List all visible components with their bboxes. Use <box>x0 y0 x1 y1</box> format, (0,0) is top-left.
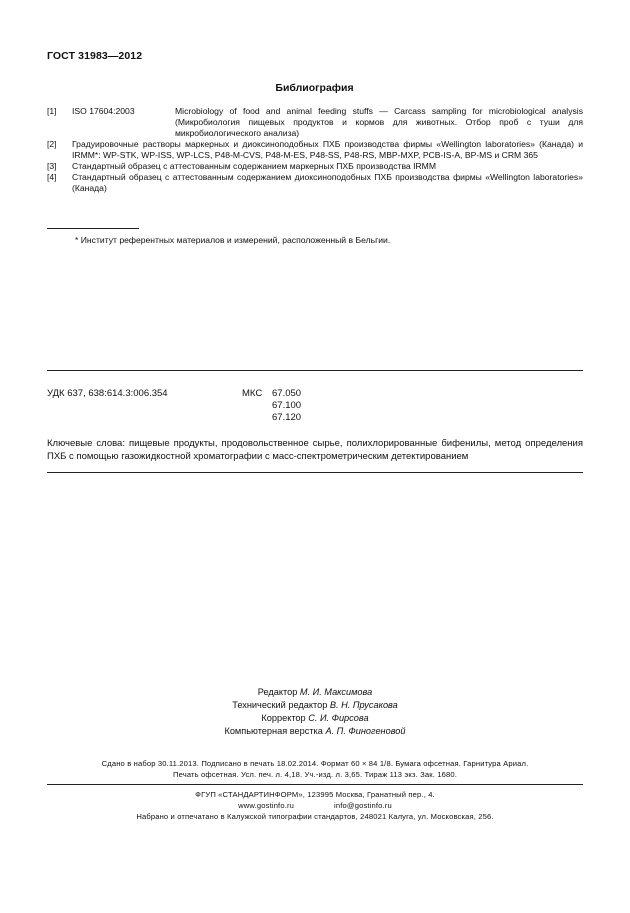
mks-code: 67.050 <box>272 388 302 399</box>
mks-codes <box>272 388 301 424</box>
bibliography-item-number: [3] <box>47 161 57 171</box>
bibliography-title: Библиография <box>275 82 354 94</box>
publisher-line: Набрано и отпечатано в Калужской типографии стандартов, 248021 Калуга, ул. Московская, 256. <box>136 812 494 821</box>
publisher-contacts <box>47 800 583 811</box>
bibliography-item <box>47 172 583 194</box>
staff-line <box>150 686 480 699</box>
staff-role: Корректор <box>261 713 306 723</box>
udk-code: УДК 637, 638:614.3:006.354 <box>47 388 168 399</box>
bibliography-item-number: [1] <box>47 106 57 116</box>
staff-line <box>150 725 480 738</box>
footnote: * Институт референтных материалов и измерений, расположенный в Бельгии. <box>75 235 391 245</box>
bibliography-item-text: Градуировочные растворы маркерных и диоксиноподобных ПХБ производства фирмы «Wellington laboratories» (Канада) и IRMM*: WP-STK, WP-ISS, WP-LCS, P48-M-CVS, P48-M-ES, P48-SS, P48-RS, MBP-MXP, PCB-IS-A, BP-MS и CRM 365 <box>72 139 583 160</box>
keywords: Ключевые слова: пищевые продукты, продовольственное сырье, полихлорированные бифенилы, метод определения ПХБ с помощью газожидкостной хроматографии с масс-спектрометрическим детектированием <box>47 438 583 462</box>
section-divider <box>47 370 583 371</box>
mks-label: МКС <box>242 388 263 399</box>
footnote-divider <box>47 228 139 229</box>
staff-name: С. И. Фирсова <box>308 713 369 723</box>
staff-name: А. П. Финогеновой <box>325 726 406 736</box>
bibliography-item <box>47 161 583 172</box>
bibliography-list <box>47 106 583 194</box>
bibliography-item-number: [4] <box>47 172 57 182</box>
publisher-email-link[interactable]: info@gostinfo.ru <box>334 801 392 810</box>
bibliography-item-text: Стандартный образец с аттестованным содержанием маркерных ПХБ производства IRMM <box>72 161 436 171</box>
staff-role: Технический редактор <box>232 700 328 710</box>
bibliography-item-standard: ISO 17604:2003 <box>72 106 135 116</box>
publisher-line: ФГУП «СТАНДАРТИНФОРМ», 123995 Москва, Гранатный пер., 4. <box>195 790 435 799</box>
staff-name: М. И. Максимова <box>299 687 373 697</box>
bibliography-item-text: Microbiology of food and animal feeding stuffs — Carcass sampling for microbiological analysis (Микробиология пищевых продуктов и кормов для животных. Отбор проб с туши для микробиологического анализа) <box>175 106 583 138</box>
staff-name: В. Н. Прусакова <box>329 700 398 710</box>
staff-role: Редактор <box>257 687 298 697</box>
editorial-staff <box>150 686 480 738</box>
publisher-site-link[interactable]: www.gostinfo.ru <box>238 801 295 810</box>
publisher-info <box>47 789 583 822</box>
staff-line <box>150 699 480 712</box>
bibliography-item-number: [2] <box>47 139 57 149</box>
print-info <box>47 758 583 780</box>
standard-code: ГОСТ 31983—2012 <box>47 50 143 62</box>
print-info-line: Сдано в набор 30.11.2013. Подписано в печать 18.02.2014. Формат 60 × 84 1/8. Бумага офсетная. Гарнитура Ариал. <box>101 759 529 768</box>
bibliography-item-text: Стандартный образец с аттестованным содержанием диоксиноподобных ПХБ производства фирмы «Wellington laboratories» (Канада) <box>72 172 583 193</box>
mks-code: 67.120 <box>272 412 302 423</box>
mks-code: 67.100 <box>272 400 302 411</box>
staff-role: Компьютерная верстка <box>224 726 323 736</box>
section-divider <box>47 472 583 473</box>
section-divider <box>47 784 583 785</box>
bibliography-item <box>47 106 583 139</box>
staff-line <box>150 712 480 725</box>
bibliography-item <box>47 139 583 161</box>
print-info-line: Печать офсетная. Усл. печ. л. 4,18. Уч.-изд. л. 3,65. Тираж 113 экз. Зак. 1680. <box>173 770 457 779</box>
